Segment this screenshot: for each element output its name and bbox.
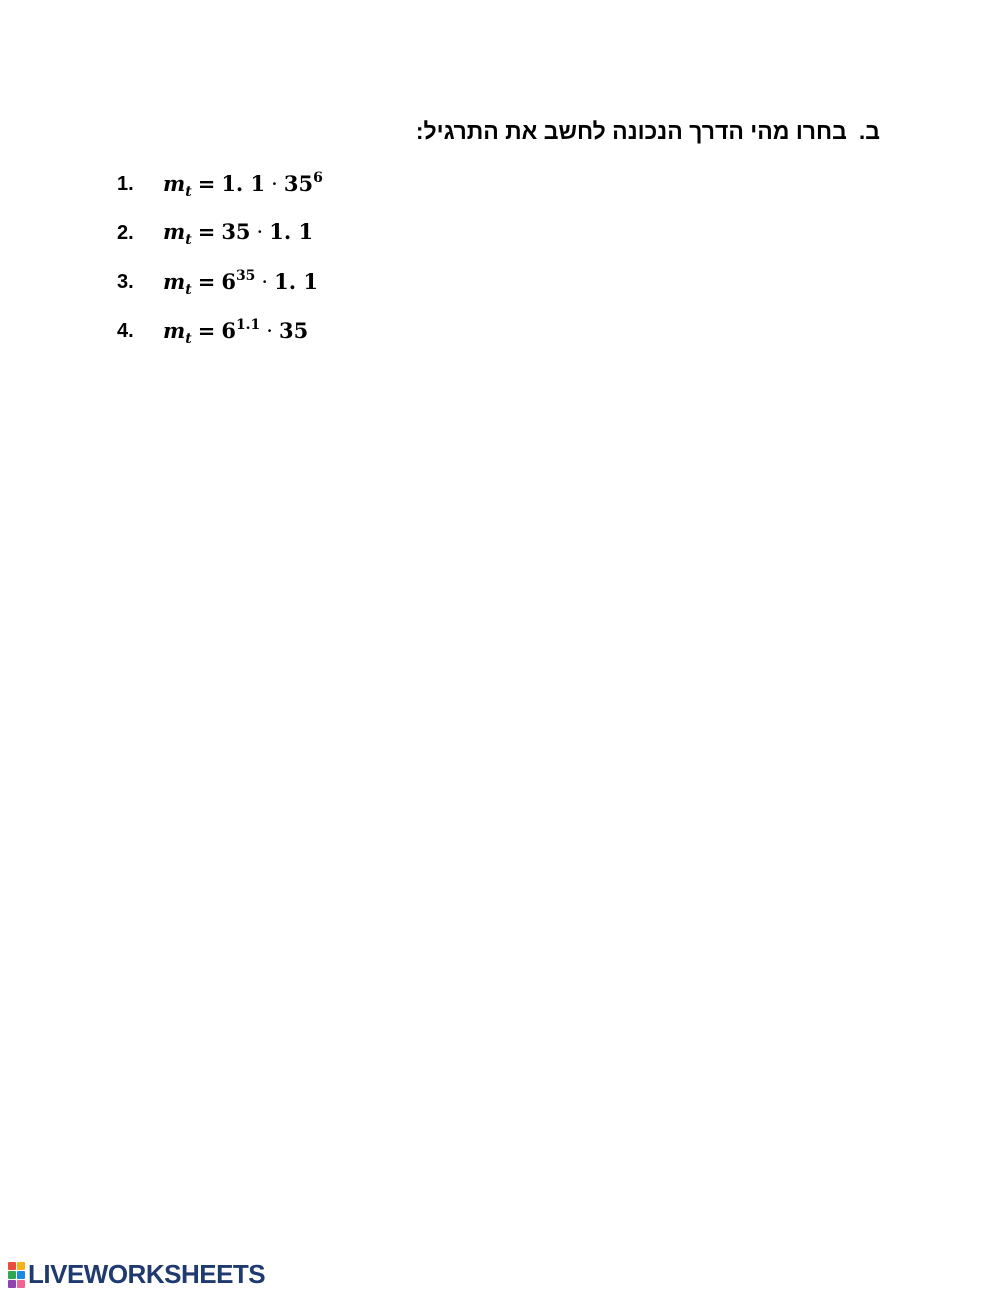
formula-exponent-b: 6 [313,169,323,186]
formula-term-b: 1. 1 [274,268,318,294]
formula-term-a: 6 [221,317,236,343]
question-marker: ב. [858,118,880,144]
formula-exponent-a: 35 [235,267,256,284]
formula-term-a: 1. 1 [221,170,266,196]
question-heading [416,118,880,145]
option-number: 1. [117,173,134,195]
formula-term-a: 6 [221,268,236,294]
logo-block [8,1271,16,1279]
formula-exponent-a: 1.1 [235,316,261,333]
option-formula [163,170,323,200]
logo-block [17,1280,25,1288]
formula-subscript: t [185,330,192,347]
formula-dot: · [261,269,269,294]
formula-term-b: 1. 1 [269,219,314,244]
formula-subscript: t [185,232,192,248]
formula-variable: m [163,170,186,196]
formula-equals: = [197,170,216,196]
answer-option-2[interactable] [117,209,323,258]
formula-dot: · [256,220,264,244]
option-number: 3. [117,271,134,293]
logo-block [8,1280,16,1288]
formula-term-b: 35 [278,317,309,343]
option-formula [163,317,308,347]
logo-block [8,1262,16,1270]
liveworksheets-logo[interactable] [8,1259,265,1290]
formula-equals: = [197,219,216,244]
formula-term-a: 35 [221,219,251,244]
formula-equals: = [197,268,216,294]
answer-option-4[interactable] [117,307,323,356]
formula-subscript: t [185,183,192,200]
logo-text: LIVEWORKSHEETS [28,1259,266,1289]
formula-variable: m [163,219,186,244]
formula-term-b: 35 [283,170,314,196]
answer-options-list [117,160,323,356]
option-number: 2. [117,222,134,244]
formula-variable: m [163,317,186,343]
logo-block [17,1262,25,1270]
logo-block [17,1271,25,1279]
formula-dot: · [271,171,278,196]
formula-equals: = [197,317,216,343]
option-number: 4. [117,320,134,342]
option-formula [163,219,313,248]
formula-variable: m [163,268,186,294]
question-text: בחרו מהי הדרך הנכונה לחשב את התרגיל: [415,118,847,144]
option-formula [163,268,318,298]
formula-subscript: t [185,281,192,298]
answer-option-1[interactable] [117,160,323,209]
logo-blocks-icon [8,1262,25,1288]
answer-option-3[interactable] [117,258,323,307]
formula-dot: · [266,318,273,343]
